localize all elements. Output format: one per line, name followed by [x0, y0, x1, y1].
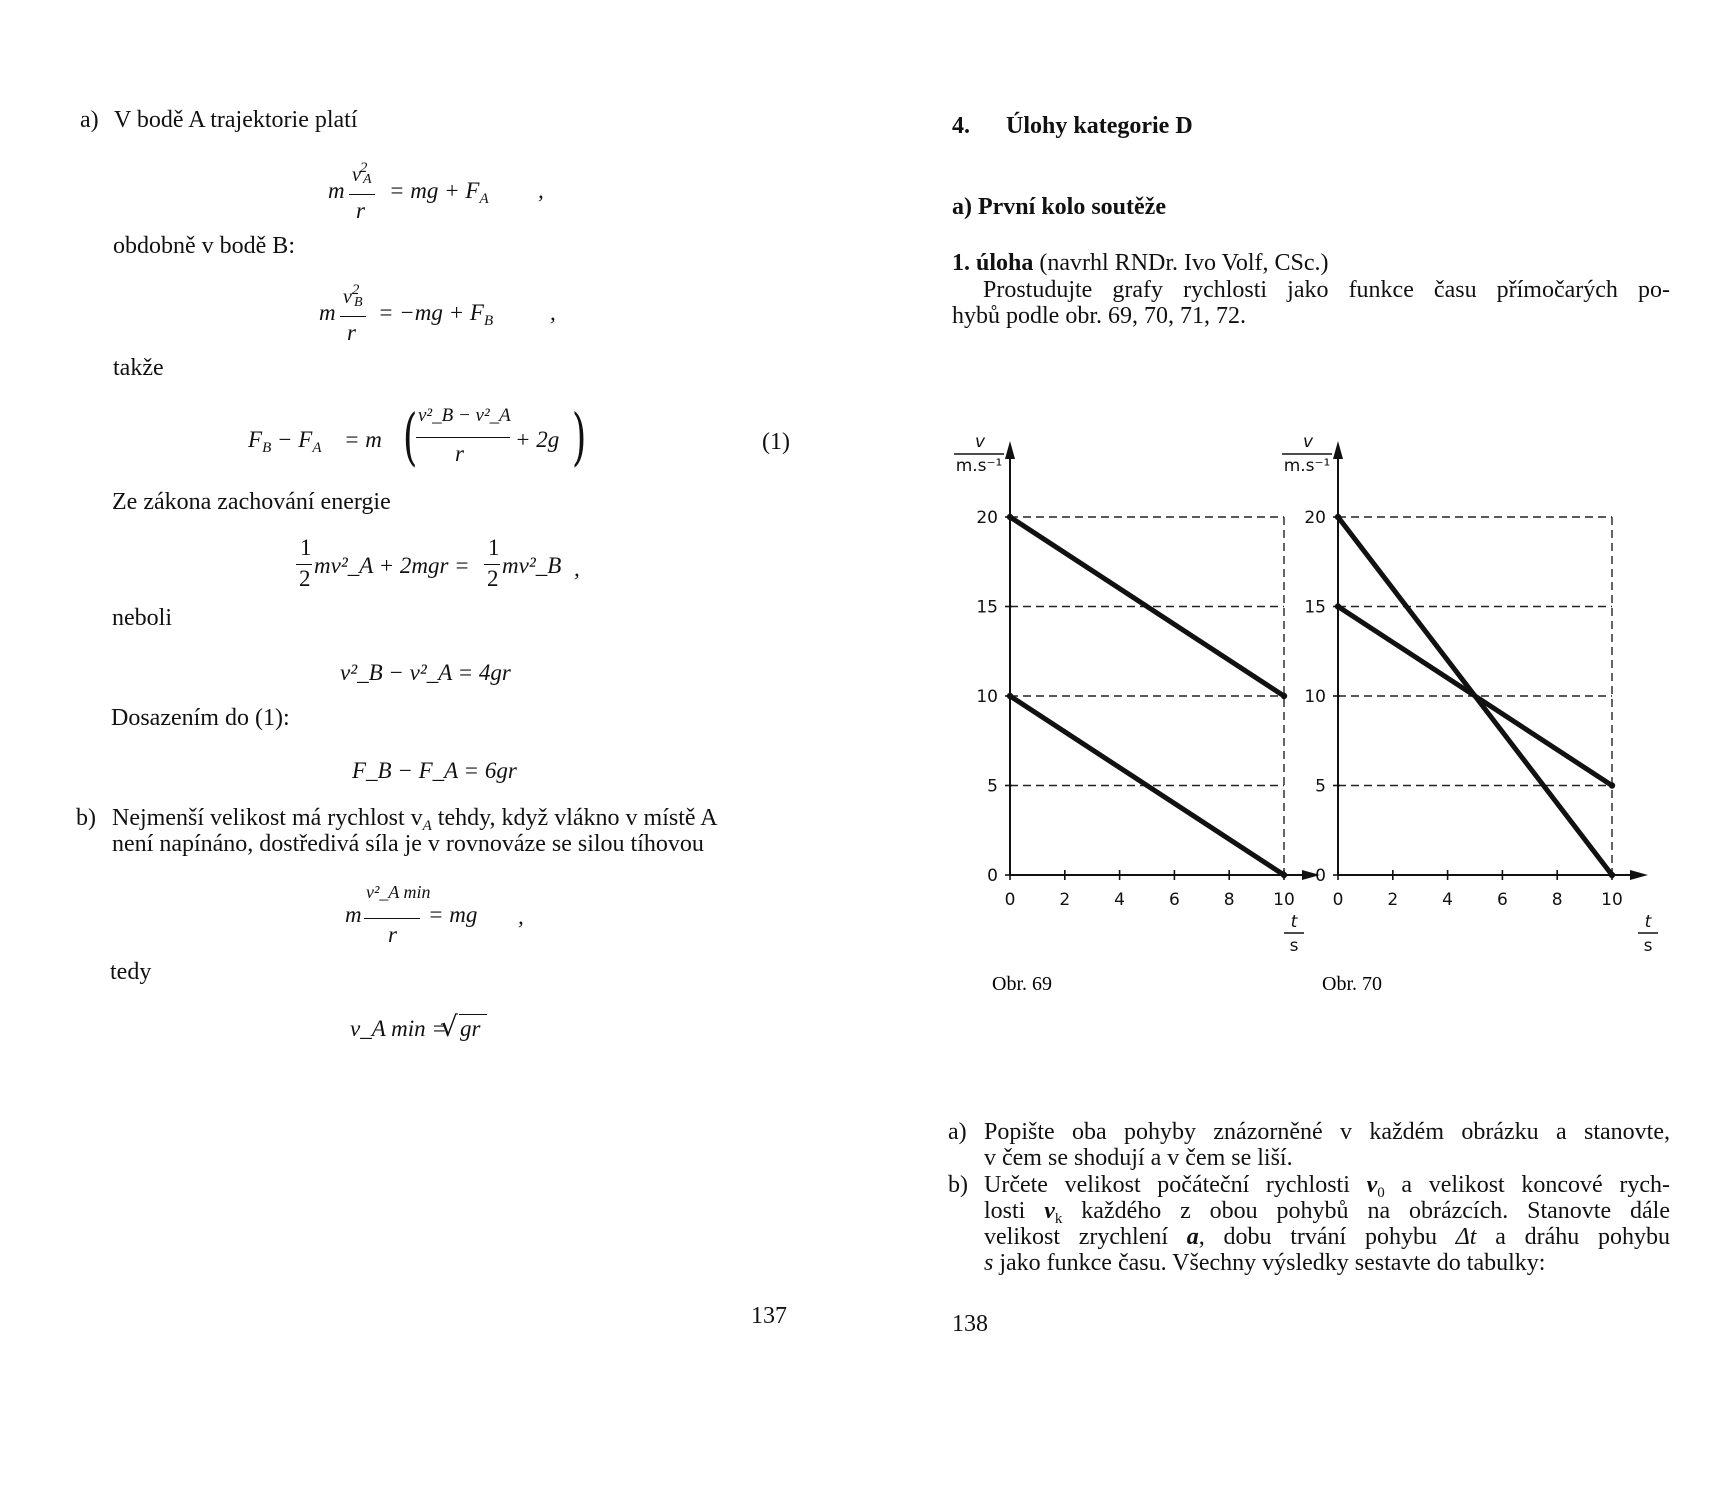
y-axis-arrow	[1333, 441, 1343, 459]
page-number-left: 137	[751, 1303, 787, 1329]
text-so: takže	[113, 355, 164, 381]
task-text-line1: Prostudujte grafy rychlosti jako funkce času přímočarých po-	[983, 277, 1670, 303]
text-similarly: obdobně v bodě B:	[113, 233, 295, 259]
fraction-bar	[349, 194, 375, 195]
text-or: neboli	[112, 605, 172, 631]
y-tick-label-20: 20	[976, 508, 998, 528]
x-tick-label-10: 10	[1601, 890, 1623, 910]
task-text-line2: hybů podle obr. 69, 70, 71, 72.	[952, 303, 1246, 329]
y-tick-label-10: 10	[976, 687, 998, 707]
fraction-bar	[416, 437, 510, 438]
subsection-heading: a) První kolo soutěže	[952, 194, 1166, 220]
series-1-point-1	[1609, 872, 1615, 878]
item-b-line1: Nejmenší velikost má rychlost $v_A$ tehdy, když vlákno v místě A	[112, 805, 718, 834]
fraction-bar	[340, 316, 366, 317]
question-b-line4: s jako funkce času. Všechny výsledky sestavte do tabulky:	[984, 1250, 1546, 1276]
fraction-bar	[364, 918, 420, 919]
item-a-text: V bodě A trajektorie platí	[114, 107, 358, 133]
question-a-label: a)	[948, 1119, 967, 1145]
sqrt-bar	[459, 1014, 487, 1015]
text-then: tedy	[110, 959, 152, 985]
text-energy: Ze zákona zachování energie	[112, 489, 391, 515]
equation-6: F_B − F_A = 6gr	[352, 758, 517, 783]
y-axis-label-num: v	[1302, 432, 1314, 452]
sqrt-sign: √	[440, 1010, 458, 1043]
chart-caption: Obr. 70	[1322, 973, 1382, 995]
y-axis-label-num: v	[974, 432, 986, 452]
x-tick-label-4: 4	[1442, 890, 1454, 910]
x-axis-arrow	[1630, 870, 1648, 880]
fraction-bar	[296, 564, 312, 565]
x-tick-label-8: 8	[1551, 890, 1563, 910]
x-axis-label-num: t	[1290, 912, 1298, 932]
y-axis-label-den: m.s⁻¹	[955, 456, 1003, 476]
question-b-line3: velikost zrychlení a, dobu trvání pohybu Δt a dráhu pohybu	[984, 1224, 1671, 1250]
text-substitute: Dosazením do (1):	[111, 705, 290, 731]
y-tick-label-15: 15	[976, 597, 998, 618]
y-tick-label-20: 20	[1304, 508, 1326, 528]
x-tick-label-0: 0	[1332, 890, 1344, 910]
chart-caption: Obr. 69	[992, 973, 1052, 995]
y-tick-label-5: 5	[1315, 776, 1326, 797]
x-tick-label-6: 6	[1168, 890, 1180, 910]
x-tick-label-4: 4	[1114, 890, 1126, 910]
series-1-point-0	[1007, 514, 1013, 520]
y-axis-label-den: m.s⁻¹	[1283, 456, 1331, 476]
section-number: 4.	[952, 113, 970, 139]
series-2-point-0	[1007, 693, 1013, 699]
item-a-label: a)	[80, 107, 99, 133]
fraction-bar	[484, 564, 500, 565]
chart-1	[954, 432, 1320, 995]
question-a-line1: Popište oba pohyby znázorněné v každém obrázku a stanovte,	[984, 1119, 1670, 1145]
paren-right: )	[571, 400, 587, 473]
chart-2	[1282, 432, 1658, 995]
x-tick-label-6: 6	[1496, 890, 1508, 910]
x-tick-label-2: 2	[1387, 890, 1399, 910]
equation-number: (1)	[762, 429, 790, 455]
y-tick-label-0: 0	[1315, 866, 1326, 886]
series-2-point-1	[1609, 782, 1615, 788]
y-axis-arrow	[1005, 441, 1015, 459]
equation-5: v²_B − v²_A = 4gr	[340, 660, 511, 685]
item-b-label: b)	[76, 805, 96, 831]
series-1-point-0	[1335, 514, 1341, 520]
task-title: 1. úloha (navrhl RNDr. Ivo Volf, CSc.)	[952, 250, 1329, 276]
series-2-point-1	[1281, 872, 1287, 878]
x-axis-label-num: t	[1644, 912, 1652, 932]
page-number-right: 138	[952, 1311, 988, 1337]
x-tick-label-10: 10	[1273, 890, 1295, 910]
y-tick-label-15: 15	[1304, 597, 1326, 618]
paren-left: (	[402, 400, 418, 473]
section-heading: Úlohy kategorie D	[1006, 113, 1193, 139]
question-b-label: b)	[948, 1172, 968, 1198]
velocity-charts	[930, 430, 1670, 1010]
x-tick-label-2: 2	[1059, 890, 1071, 910]
y-tick-label-10: 10	[1304, 687, 1326, 707]
question-b-line2: losti $v_k$ každého z obou pohybů na obrázcích. Stanovte dále	[984, 1198, 1670, 1227]
x-tick-label-8: 8	[1223, 890, 1235, 910]
item-b-line2: není napínáno, dostředivá síla je v rovnováze se silou tíhovou	[112, 831, 704, 857]
y-tick-label-0: 0	[987, 866, 998, 886]
x-axis-label-den: s	[1643, 936, 1653, 956]
question-a-line2: v čem se shodují a v čem se liší.	[984, 1145, 1293, 1171]
series-2-point-0	[1335, 603, 1341, 609]
x-axis-label-den: s	[1289, 936, 1299, 956]
series-1-point-1	[1281, 693, 1287, 699]
y-tick-label-5: 5	[987, 776, 998, 797]
x-tick-label-0: 0	[1004, 890, 1016, 910]
question-b-line1: Určete velikost počáteční rychlosti $v_0$ a velikost koncové rych-	[984, 1172, 1670, 1201]
